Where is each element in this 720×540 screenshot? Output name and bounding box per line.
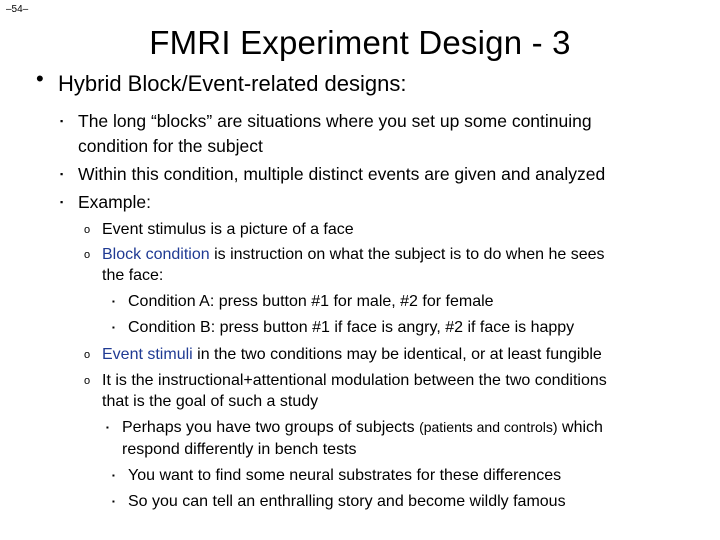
example-text: that is the goal of such a study [102,393,319,410]
example-text: It is the instructional+attentional modulation between the two conditions [102,372,607,389]
example-text: the face: [102,267,164,284]
subbullet-text: Example: [78,192,151,212]
slide-title: FMRI Experiment Design - 3 [149,24,571,61]
bullet-marker: • [36,66,44,91]
example-text-rest: in the two conditions may be identical, or at least fungible [192,346,602,363]
goal-text-pre: Perhaps you have two groups of subjects [122,419,420,436]
subbullet-text: condition for the subject [78,136,263,156]
bullet-marker: ▪ [112,497,115,506]
bullet-marker: ▪ [60,116,64,126]
bullet-marker: ▪ [112,471,115,480]
bullet-marker: ▪ [112,323,115,332]
example-text [102,346,602,364]
bullet-marker: ▪ [106,423,109,432]
condition-text: Condition B: press button #1 if face is angry, #2 if face is happy [128,319,575,336]
bullet-marker: o [84,224,91,236]
bullet-marker: o [84,349,91,361]
highlight-term: Event stimuli [102,346,193,363]
bullet-marker: o [84,249,91,261]
goal-text [122,419,603,437]
example-text [102,246,605,264]
condition-text: Condition A: press button #1 for male, #2 for female [128,293,494,310]
bullet-text: Hybrid Block/Event-related designs: [58,71,407,96]
goal-text: So you can tell an enthralling story and become wildly famous [128,493,566,510]
goal-text-post: which [557,419,603,436]
bullet-marker: ▪ [60,197,64,207]
goal-text-paren: (patients and controls) [419,419,558,435]
bullet-marker: ▪ [60,169,64,179]
example-text-rest: is instruction on what the subject is to do when he sees [209,246,605,263]
page-number: –54– [6,4,29,15]
bullet-marker: o [84,375,91,387]
goal-text: respond differently in bench tests [122,441,357,458]
goal-text: You want to find some neural substrates for these differences [128,467,562,484]
subbullet-text: The long “blocks” are situations where you set up some continuing [78,111,592,131]
subbullet-text: Within this condition, multiple distinct events are given and analyzed [78,164,606,184]
bullet-marker: ▪ [112,297,115,306]
highlight-term: Block condition [102,246,210,263]
example-text: Event stimulus is a picture of a face [102,221,354,238]
